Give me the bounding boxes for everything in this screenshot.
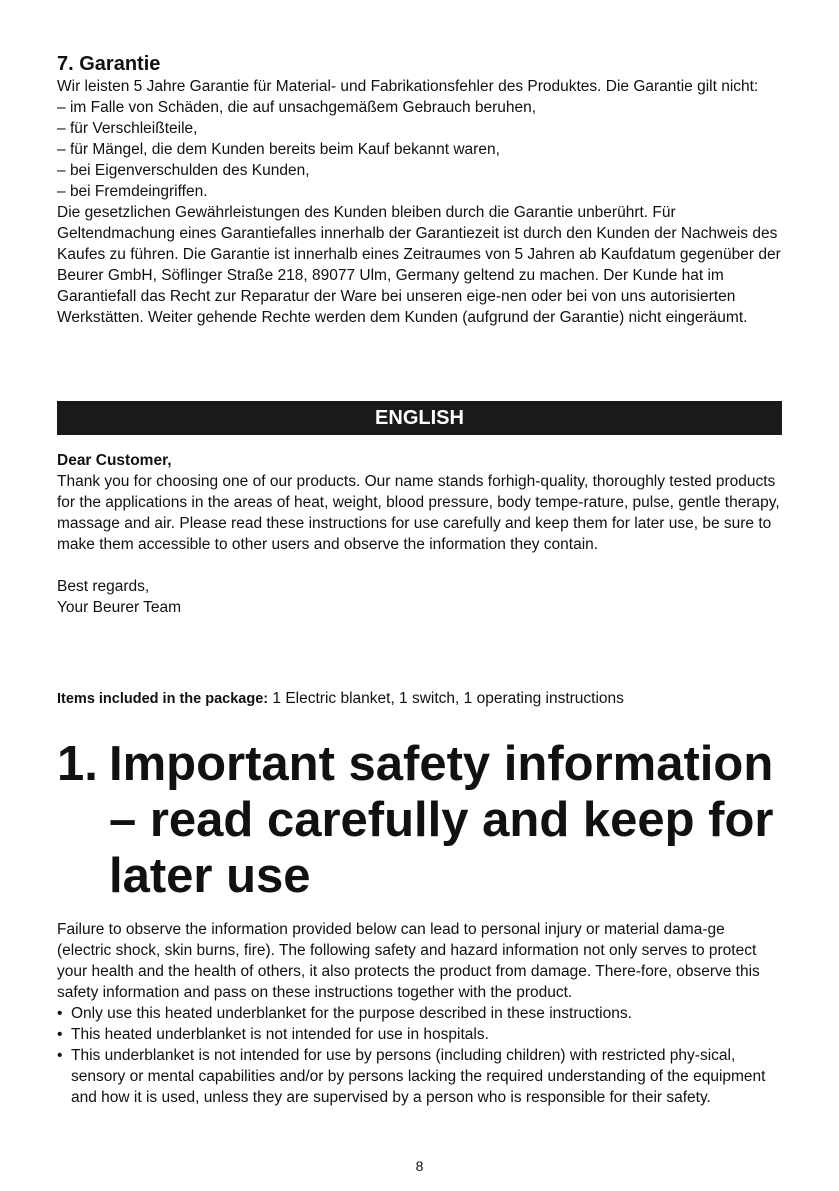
list-item: – für Mängel, die dem Kunden bereits beim Kauf bekannt waren, [57,139,782,160]
safety-heading [57,736,797,904]
list-item: • This underblanket is not intended for use by persons (including children) with restricted phy-sical, sensory or mental capabilities and/or by persons lacking the required understanding of the equipment and how it is used, unless they are supervised by a person who is responsible for their safety. [57,1045,782,1108]
list-item: • This heated underblanket is not intended for use in hospitals. [57,1024,782,1045]
closing-line: Best regards, [57,578,150,595]
salutation: Dear Customer, [57,452,172,469]
safety-intro: Failure to observe the information provided below can lead to personal injury or material dama-ge (electric shock, skin burns, fire). The following safety and hazard information not only serves to protect your health and the health of others, it also protects the product from damage. There-fore, observe this safety information and pass on these instructions together with the product. [57,921,760,1001]
spacer [57,555,782,576]
list-item: – im Falle von Schäden, die auf unsachgemäßem Gebrauch beruhen, [57,97,782,118]
garantie-title: 7. Garantie [57,53,161,75]
package-contents [57,688,782,710]
list-item: – bei Fremdeingriffen. [57,181,782,202]
garantie-section [57,52,782,328]
list-item: – bei Eigenverschulden des Kunden, [57,160,782,181]
package-items: 1 Electric blanket, 1 switch, 1 operating instructions [268,690,624,707]
garantie-body: Die gesetzlichen Gewährleistungen des Kunden bleiben durch die Garantie unberührt. Für Geltendmachung eines Garantiefalles innerhalb der Garantiezeit ist durch den Kunden der Nachweis des Kaufes zu führen. Die Garantie ist innerhalb eines Zeitraumes von 5 Jahren ab Kaufdatum gegenüber der Beurer GmbH, Söflinger Straße 218, 89077 Ulm, Germany geltend zu machen. Der Kunde hat im Garantiefall das Recht zur Reparatur der Ware bei unseren eige-nen oder bei von uns autorisierten Werkstätten. Weiter gehende Rechte werden dem Kunden (aufgrund der Garantie) nicht eingeräumt. [57,204,781,326]
list-item: – für Verschleißteile, [57,118,782,139]
signature-line: Your Beurer Team [57,599,182,616]
garantie-exclusions-list [57,97,782,202]
safety-bullet-list [57,1003,782,1108]
language-banner: ENGLISH [57,401,782,435]
page-number: 8 [415,1158,424,1174]
safety-heading-text: Important safety information – read carefully and keep for later use [109,737,774,903]
package-label: Items included in the package: [57,691,269,707]
safety-section [57,919,782,1108]
safety-heading-number: 1. [57,737,98,791]
garantie-intro: Wir leisten 5 Jahre Garantie für Material- und Fabrikationsfehler des Produktes. Die Garantie gilt nicht: [57,78,759,95]
list-item: • Only use this heated underblanket for the purpose described in these instructions. [57,1003,782,1024]
english-intro-section [57,450,782,618]
intro-paragraph: Thank you for choosing one of our products. Our name stands forhigh-quality, thoroughly tested products for the applications in the areas of heat, weight, blood pressure, body tempe-rature, pulse, gentle therapy, massage and air. Please read these instructions for use carefully and keep them for later use, be sure to make them accessible to other users and observe the information they contain. [57,473,780,553]
